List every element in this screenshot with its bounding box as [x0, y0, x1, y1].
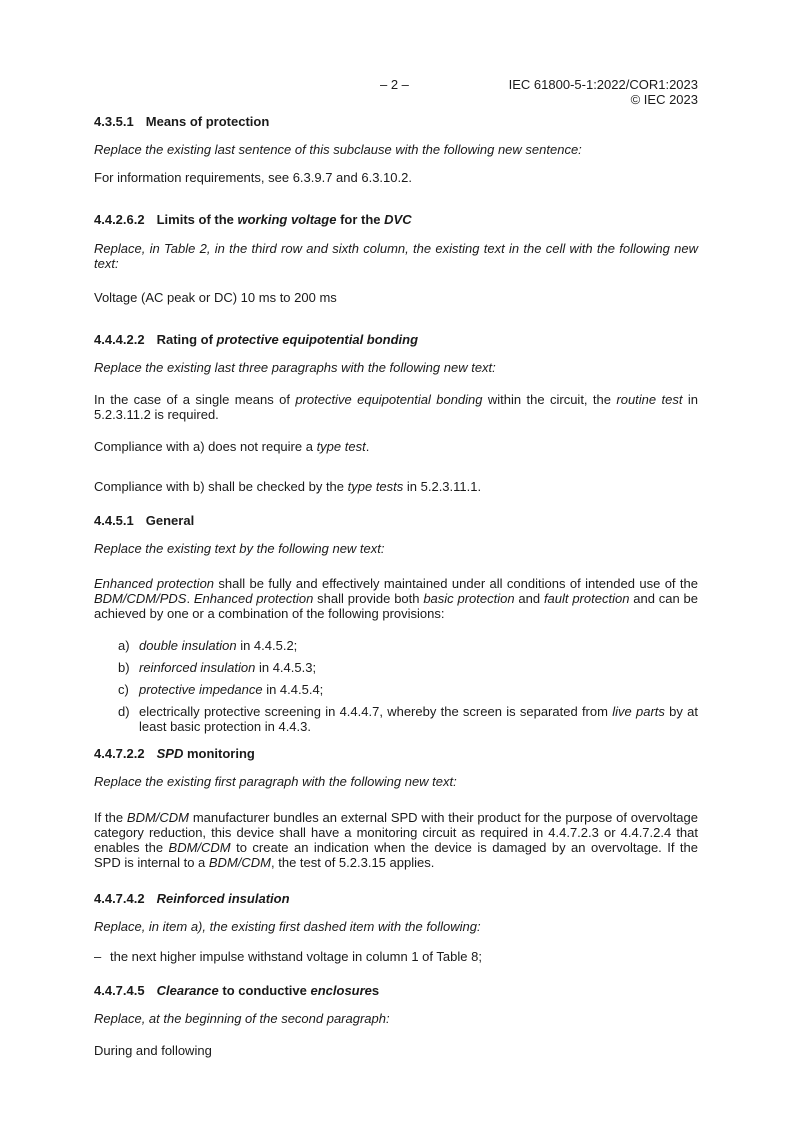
text: and [514, 591, 544, 606]
text: in 5.2.3.11.1. [403, 479, 482, 494]
title-term: DVC [384, 212, 412, 227]
clause-number: 4.4.4.2.2 [94, 332, 145, 347]
title-term: SPD [156, 746, 184, 761]
term: BDM/CDM [126, 810, 190, 825]
text: shall be fully and effectively maintained under all conditions of intended use of the [214, 576, 698, 591]
text: the next higher impulse withstand voltage in column 1 of Table 8; [110, 949, 482, 964]
clause-title: Reinforced insulation [156, 891, 290, 906]
list-item [118, 704, 698, 734]
title-term: enclosure [310, 983, 372, 998]
heading-4-3-5-1 [94, 114, 698, 129]
paragraph [94, 810, 698, 870]
text: and can be achieved by one or a combination of the following provisions: [94, 591, 698, 621]
term: BDM/CDM [208, 855, 271, 870]
paragraph [94, 439, 698, 454]
paragraph [94, 392, 698, 422]
list-item [118, 682, 698, 697]
paragraph [94, 576, 698, 621]
clause-number: 4.4.5.1 [94, 513, 134, 528]
list-label: c) [118, 682, 129, 697]
instruction: Replace, in Table 2, in the third row and sixth column, the existing text in the cell with the following new text: [94, 241, 698, 271]
text: . [365, 439, 370, 454]
text: in 4.4.5.2; [236, 638, 298, 653]
document-reference: IEC 61800-5-1:2022/COR1:2023 [508, 77, 698, 92]
clause-title: General [145, 513, 195, 528]
heading-4-4-5-1 [94, 513, 698, 528]
title-term: Clearance [156, 983, 219, 998]
paragraph [94, 479, 698, 494]
instruction: Replace the existing text by the following new text: [94, 541, 385, 556]
paragraph: For information requirements, see 6.3.9.7 and 6.3.10.2. [94, 170, 412, 185]
clause-number: 4.4.7.4.2 [94, 891, 145, 906]
text: in 4.4.5.3; [255, 660, 317, 675]
dash-marker: – [94, 949, 102, 964]
document-id [509, 77, 698, 107]
heading-4-4-4-2-2 [94, 332, 698, 347]
term: basic protection [423, 591, 515, 606]
list-label: b) [118, 660, 130, 675]
text: in 4.4.5.4; [262, 682, 324, 697]
clause-title: Means of protection [145, 114, 270, 129]
title-text: Rating of [156, 332, 217, 347]
term: type tests [347, 479, 404, 494]
paragraph: During and following [94, 1043, 212, 1058]
list-item [118, 638, 698, 653]
term: type test [316, 439, 366, 454]
text: electrically protective screening in 4.4.4.7, whereby the screen is separated from [139, 704, 613, 719]
title-text: monitoring [183, 746, 255, 761]
term: Enhanced protection [193, 591, 314, 606]
term: reinforced insulation [139, 660, 256, 675]
instruction: Replace the existing first paragraph with the following new text: [94, 774, 457, 789]
paragraph: Voltage (AC peak or DC) 10 ms to 200 ms [94, 290, 337, 305]
text: shall provide both [313, 591, 424, 606]
text: to create an indication when the device is damaged by an overvoltage. If the SPD is internal to a [94, 840, 698, 870]
term: double insulation [139, 638, 237, 653]
list-label: a) [118, 638, 130, 653]
title-text: for the [336, 212, 385, 227]
clause-number: 4.4.7.2.2 [94, 746, 145, 761]
list-label: d) [118, 704, 130, 719]
term: fault protection [543, 591, 630, 606]
list-item [118, 660, 698, 675]
term: BDM/CDM/PDS [94, 591, 187, 606]
clause-number: 4.4.7.4.5 [94, 983, 145, 998]
text: by at least basic protection in 4.4.3. [139, 704, 698, 734]
heading-4-4-7-4-2 [94, 891, 698, 906]
text: In the case of a single means of [94, 392, 296, 407]
title-text: s [371, 983, 380, 998]
instruction: Replace, at the beginning of the second paragraph: [94, 1011, 390, 1026]
term: routine test [616, 392, 683, 407]
text: manufacturer bundles an external SPD with their product for the purpose of overvoltage category reduction, this device shall have a monitoring circuit as required in 4.4.7.2.3 or 4.4.7.2.4 that enables the [94, 810, 699, 855]
title-term: protective equipotential bonding [216, 332, 419, 347]
dash-item [94, 949, 698, 964]
text: If the [94, 810, 127, 825]
text: Compliance with b) shall be checked by the [94, 479, 348, 494]
text: . [186, 591, 194, 606]
page-number: – 2 – [380, 77, 409, 92]
term: protective equipotential bonding [295, 392, 483, 407]
text: in 5.2.3.11.2 is required. [94, 392, 698, 422]
heading-4-4-7-4-5 [94, 983, 698, 998]
copyright: © IEC 2023 [630, 92, 698, 107]
term: Enhanced protection [94, 576, 215, 591]
text: , the test of 5.2.3.15 applies. [271, 855, 435, 870]
term: live parts [612, 704, 665, 719]
instruction: Replace the existing last sentence of this subclause with the following new sentence: [94, 142, 582, 157]
text: within the circuit, the [482, 392, 617, 407]
clause-number: 4.4.2.6.2 [94, 212, 145, 227]
instruction: Replace the existing last three paragraphs with the following new text: [94, 360, 496, 375]
title-text: Limits of the [156, 212, 238, 227]
clause-number: 4.3.5.1 [94, 114, 134, 129]
term: protective impedance [139, 682, 263, 697]
heading-4-4-2-6-2 [94, 212, 698, 227]
text: Compliance with a) does not require a [94, 439, 317, 454]
term: BDM/CDM [168, 840, 231, 855]
title-text: to conductive [218, 983, 311, 998]
instruction: Replace, in item a), the existing first dashed item with the following: [94, 919, 481, 934]
title-term: working voltage [237, 212, 337, 227]
heading-4-4-7-2-2 [94, 746, 698, 761]
